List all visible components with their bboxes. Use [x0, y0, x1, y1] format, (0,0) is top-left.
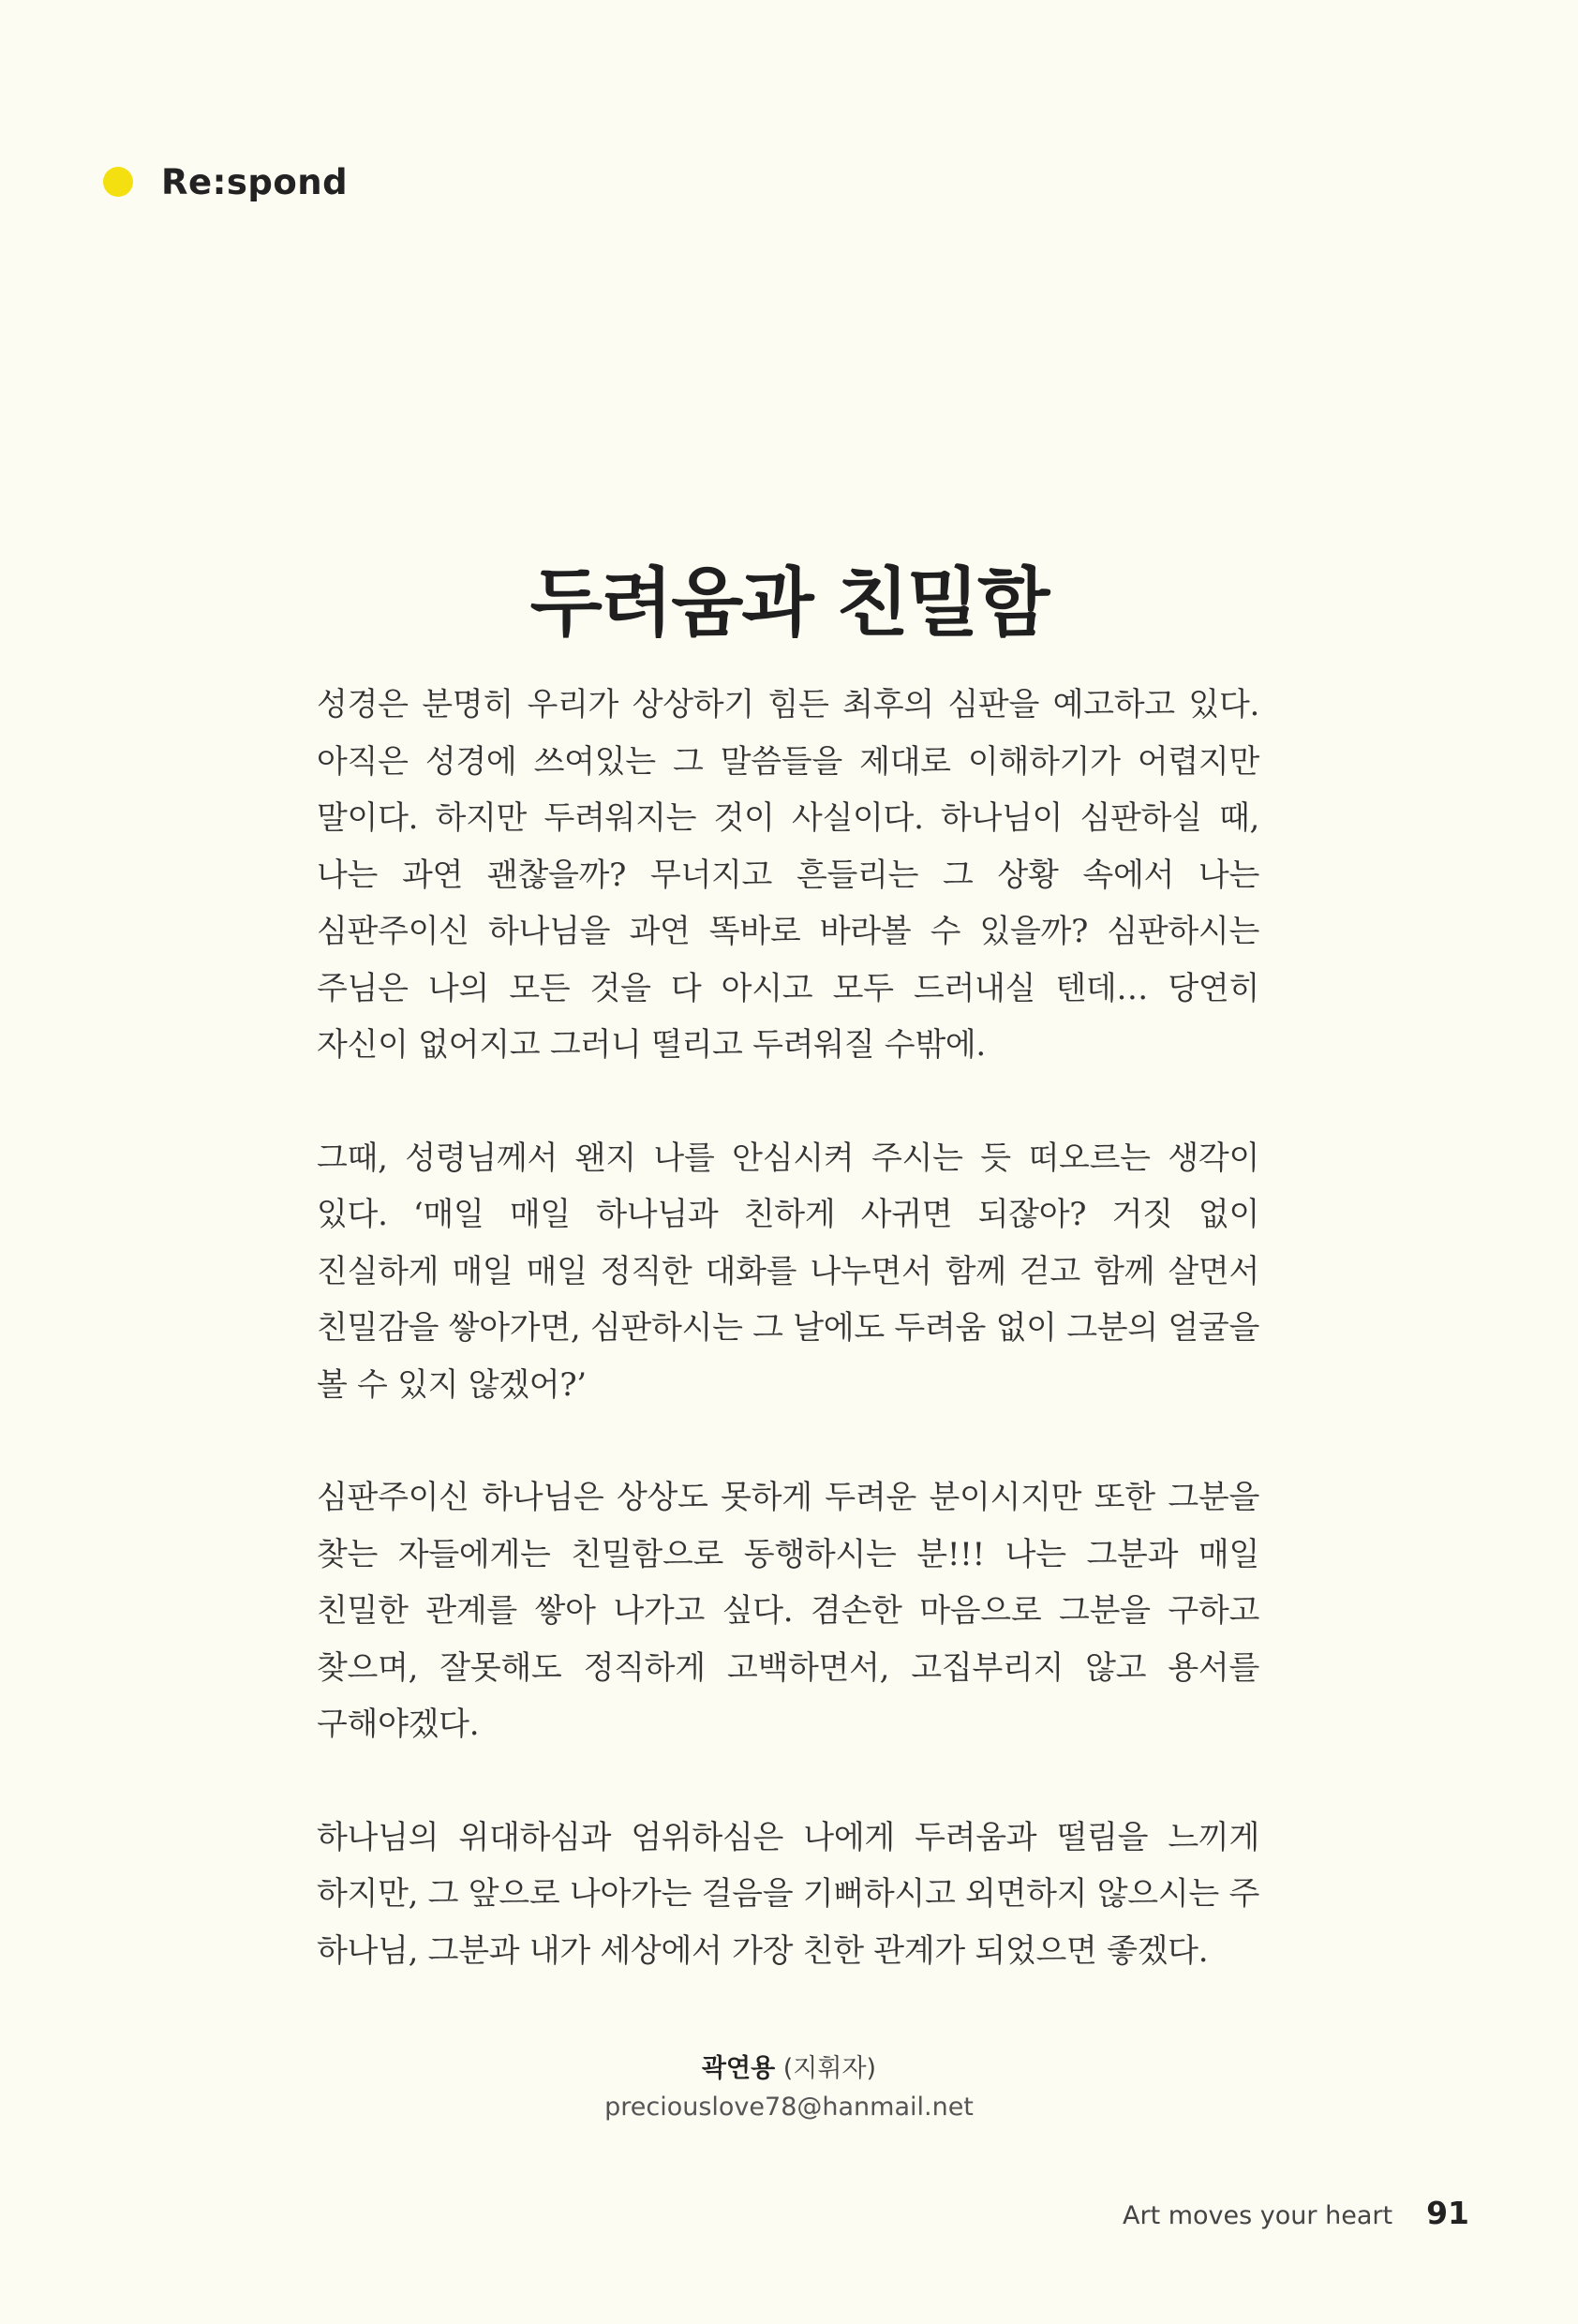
- author-role: (지휘자): [782, 2054, 877, 2083]
- page-number: 91: [1426, 2195, 1469, 2231]
- bullet-dot-icon: [103, 167, 133, 197]
- author-email[interactable]: preciouslove78@hanmail.net: [604, 2093, 974, 2122]
- section-tag: [103, 157, 348, 206]
- footer-tagline: Art moves your heart: [1123, 2201, 1393, 2230]
- section-label: Re:spond: [161, 161, 349, 202]
- author-line: [0, 2050, 1578, 2088]
- article-title: 두려움과 친밀함: [529, 558, 1049, 647]
- article-body: [317, 677, 1259, 2035]
- paragraph: 심판주이신 하나님은 상상도 못하게 두려운 분이시지만 또한 그분을 찾는 자들에게는 친밀함으로 동행하시는 분!!! 나는 그분과 매일 친밀한 관계를 쌓아 나가고 싶다. 겸손한 마음으로 그분을 구하고 찾으며, 잘못해도 정직하게 고백하면서, 고집부리지 않고 용서를 구해야겠다.: [317, 1479, 1259, 1743]
- paragraph: 하나님의 위대하심과 엄위하심은 나에게 두려움과 떨림을 느끼게 하지만, 그 앞으로 나아가는 걸음을 기뻐하시고 외면하지 않으시는 주 하나님, 그분과 내가 세상에서 가장 친한 관계가 되었으면 좋겠다.: [317, 1818, 1259, 1970]
- author-name: 곽연용: [701, 2054, 776, 2083]
- paragraph: 성경은 분명히 우리가 상상하기 힘든 최후의 심판을 예고하고 있다. 아직은 성경에 쓰여있는 그 말씀들을 제대로 이해하기가 어렵지만 말이다. 하지만 두려워지는 것이 사실이다. 하나님이 심판하실 때, 나는 과연 괜찮을까? 무너지고 흔들리는 그 상황 속에서 나는 심판주이신 하나님을 과연 똑바로 바라볼 수 있을까? 심판하시는 주님은 나의 모든 것을 다 아시고 모두 드러내실 텐데… 당연히 자신이 없어지고 그러니 떨리고 두려워질 수밖에.: [317, 686, 1259, 1064]
- page-footer: [1123, 2195, 1469, 2231]
- author-block: [0, 2050, 1578, 2127]
- paragraph: 그때, 성령님께서 왠지 나를 안심시켜 주시는 듯 떠오르는 생각이 있다. ‘매일 매일 하나님과 친하게 사귀면 되잖아? 거짓 없이 진실하게 매일 매일 정직한 대화를 나누면서 함께 걷고 함께 살면서 친밀감을 쌓아가면, 심판하시는 그 날에도 두려움 없이 그분의 얼굴을 볼 수 있지 않겠어?’: [317, 1139, 1259, 1404]
